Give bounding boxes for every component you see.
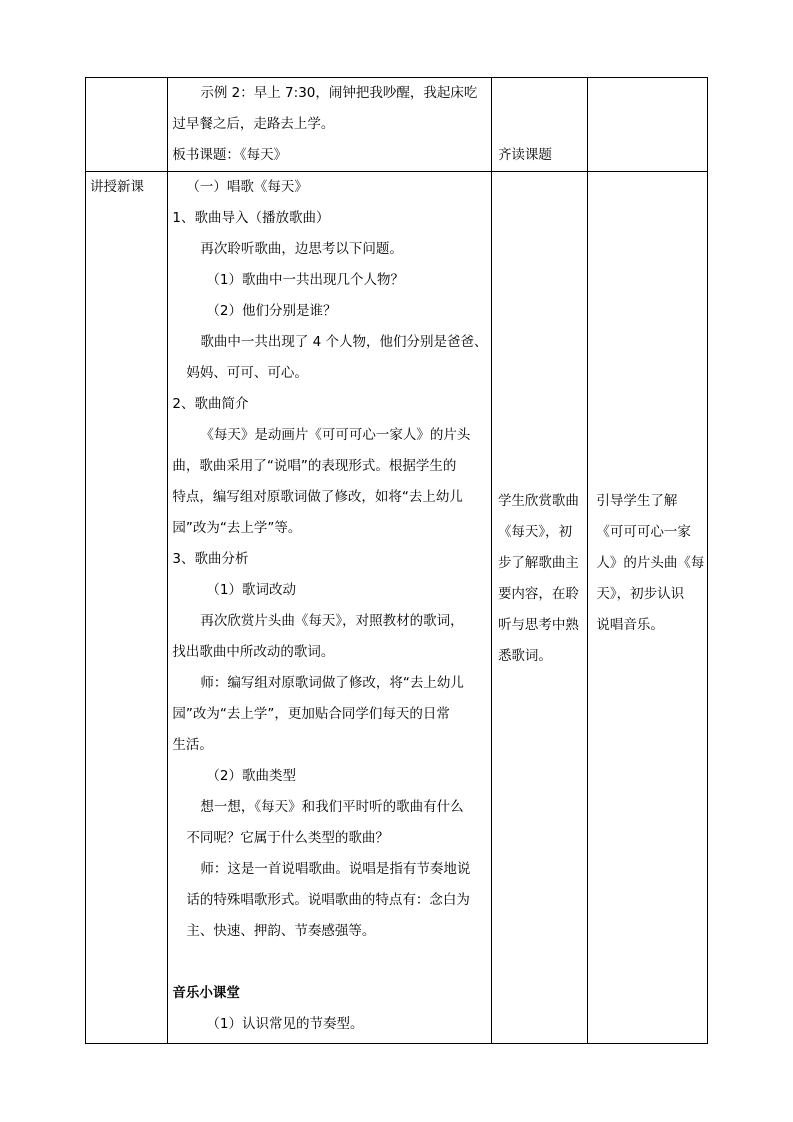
stage-cell [86, 78, 168, 172]
example-line-2: 过早餐之后，走路去上学。 [172, 116, 335, 132]
table-row [86, 78, 708, 172]
paragraph: 妈妈、可可、可心。 [186, 365, 308, 381]
student-activity-line: 要内容，在聆 [497, 586, 579, 602]
paragraph: 园”改为“去上学”等。 [172, 520, 302, 536]
paragraph: 曲，歌曲采用了“说唱”的表现形式。根据学生的 [172, 458, 457, 474]
design-intent-line: 人》的片头曲《每 [596, 555, 705, 571]
question: （2）他们分别是谁？ [206, 303, 337, 319]
student-activity-line: 悉歌词。 [497, 648, 552, 664]
section-heading: 1、歌曲导入（播放歌曲） [172, 210, 330, 226]
song-title: （一）唱歌《每天》 [186, 179, 308, 195]
paragraph: 歌曲中一共出现了 4 个人物，他们分别是爸爸、 [200, 334, 488, 350]
design-intent-line: 说唱音乐。 [596, 617, 664, 633]
paragraph: 想一想，《每天》和我们平时听的歌曲有什么 [200, 799, 464, 815]
student-activity-line: 听与思考中熟 [497, 617, 579, 633]
table-row [86, 172, 708, 1044]
question: （1）歌曲中一共出现几个人物？ [206, 272, 404, 288]
design-intent-line: 引导学生了解 [596, 493, 678, 509]
sub-heading: （1）歌词改动 [206, 582, 296, 598]
design-intent-cell [588, 172, 708, 1044]
paragraph: 再次欣赏片头曲《每天》，对照教材的歌词， [200, 613, 464, 629]
board-title-line: 板书课题：《每天》 [172, 147, 288, 163]
paragraph: 找出歌曲中所改动的歌词。 [172, 644, 335, 660]
design-intent-line: 天》，初步认识 [596, 586, 685, 602]
lesson-plan-table [85, 77, 708, 1044]
paragraph: 话的特殊唱歌形式。说唱歌曲的特点有：念白为 [186, 892, 470, 908]
paragraph: （1）认识常见的节奏型。 [206, 1016, 364, 1032]
paragraph: 园”改为“去上学”，更加贴合同学们每天的日常 [172, 706, 450, 722]
stage-cell [86, 172, 168, 1044]
paragraph: 不同呢？它属于什么类型的歌曲？ [186, 830, 389, 846]
paragraph: 师：编写组对原歌词做了修改，将“去上幼儿 [200, 675, 464, 691]
paragraph: 生活。 [172, 737, 213, 753]
stage-label: 讲授新课 [90, 179, 144, 195]
teacher-activity-cell [168, 78, 492, 172]
sub-heading: （2）歌曲类型 [206, 768, 296, 784]
student-activity-text: 齐读课题 [497, 147, 552, 163]
paragraph: 《每天》是动画片《可可可心一家人》的片头 [200, 427, 471, 443]
section-heading: 2、歌曲简介 [172, 396, 249, 412]
student-activity-line: 学生欣赏歌曲 [497, 493, 579, 509]
paragraph: 特点，编写组对原歌词做了修改，如将“去上幼儿 [172, 489, 463, 505]
student-activity-line: 《每天》，初 [497, 524, 573, 540]
student-activity-cell [491, 172, 587, 1044]
design-intent-cell [588, 78, 708, 172]
section-heading: 3、歌曲分析 [172, 551, 249, 567]
design-intent-line: 《可可可心一家 [596, 524, 691, 540]
paragraph: 师：这是一首说唱歌曲。说唱是指有节奏地说 [200, 861, 471, 877]
student-activity-line: 步了解歌曲主 [497, 555, 579, 571]
teacher-activity-cell [168, 172, 492, 1044]
paragraph: 再次聆听歌曲，边思考以下问题。 [200, 241, 403, 257]
class-heading: 音乐小课堂 [172, 985, 240, 1001]
student-activity-cell [491, 78, 587, 172]
paragraph: 主、快速、押韵、节奏感强等。 [186, 923, 376, 939]
example-line-1: 示例 2：早上 7:30，闹钟把我吵醒，我起床吃 [200, 85, 478, 101]
